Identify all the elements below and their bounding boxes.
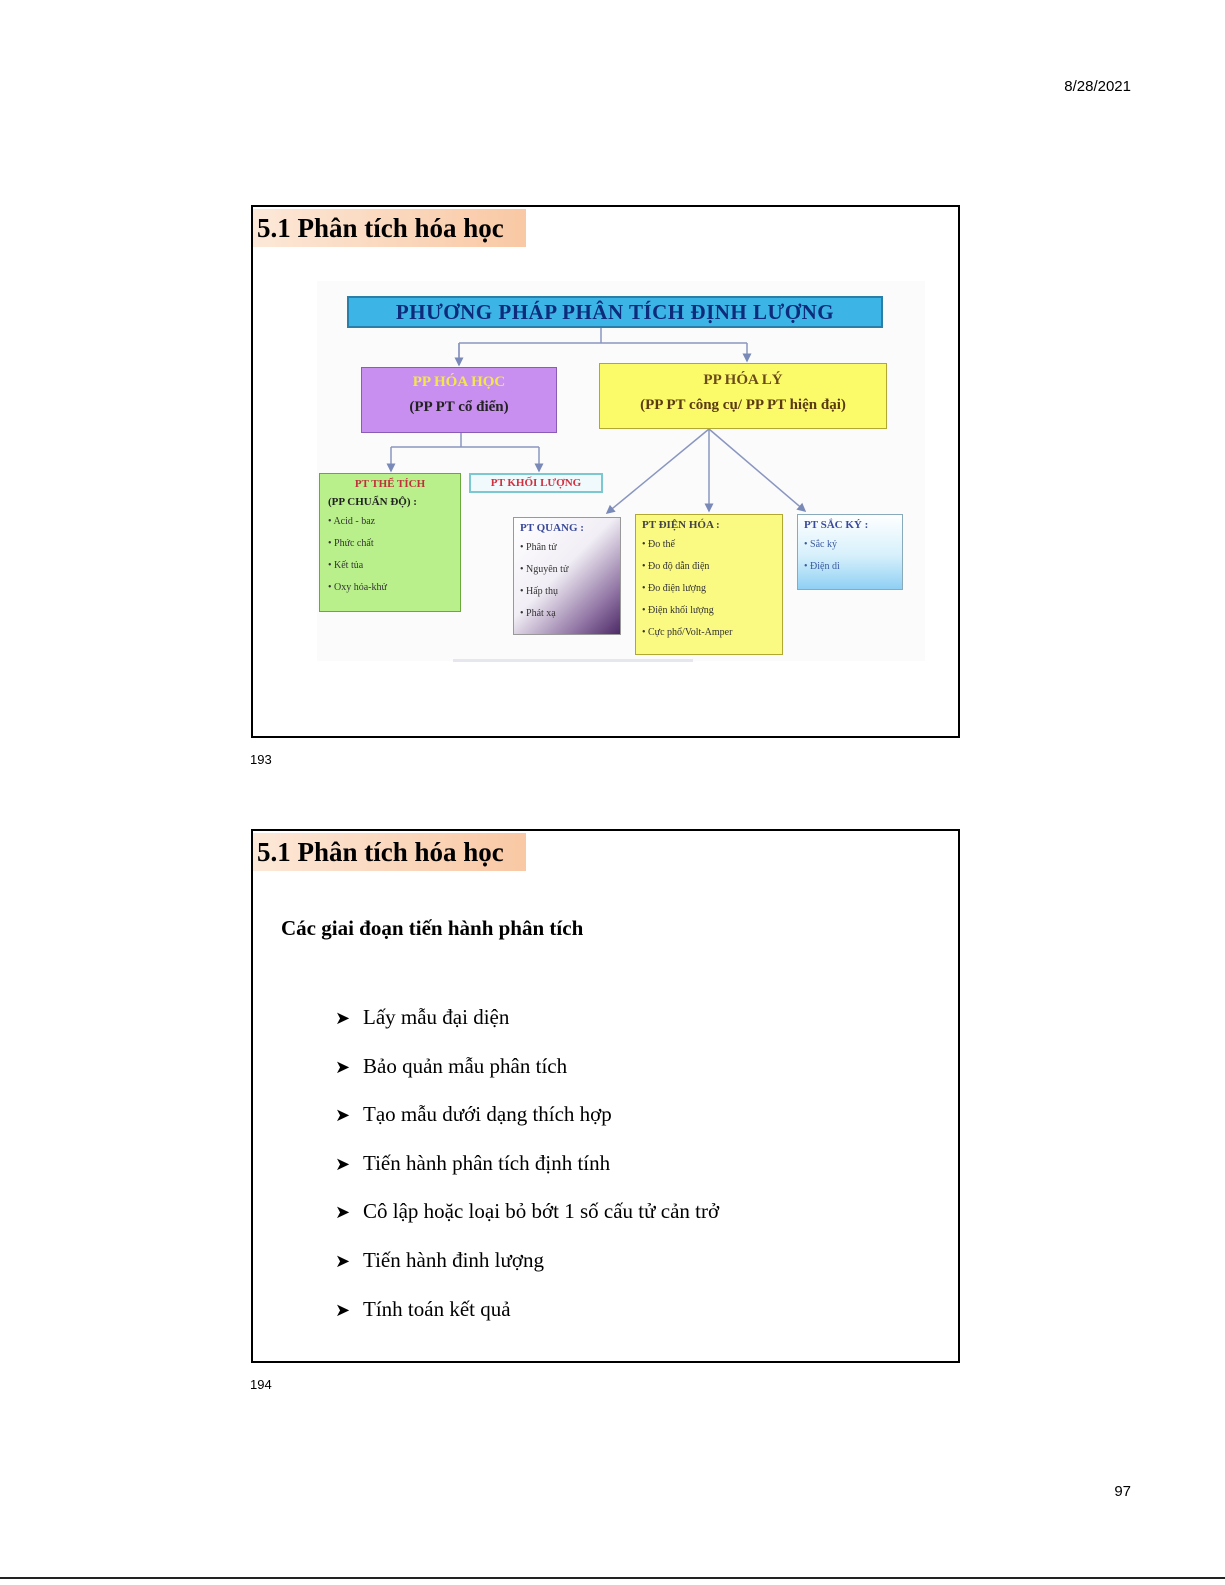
list-item: • Điện khối lượng (642, 603, 782, 625)
step-text: Tạo mẫu dưới dạng thích hợp (363, 1102, 612, 1127)
bottom-rule (0, 1577, 1225, 1579)
optical-title: PT QUANG : (520, 522, 584, 534)
optical-analysis-box (513, 517, 621, 635)
page-number: 97 (1114, 1483, 1131, 1500)
diagram-main-title: PHƯƠNG PHÁP PHÂN TÍCH ĐỊNH LƯỢNG (347, 296, 883, 328)
list-item (335, 1005, 719, 1054)
list-item (335, 1102, 719, 1151)
electrochemical-title: PT ĐIỆN HÓA : (642, 519, 720, 531)
physicochemical-methods-subtitle: (PP PT công cụ/ PP PT hiện đại) (640, 397, 846, 413)
volumetric-list (328, 514, 460, 602)
arrowhead-bullet-icon: ➤ (335, 1105, 351, 1126)
slide-title: 5.1 Phân tích hóa học (253, 833, 526, 871)
slide-193 (251, 205, 960, 738)
list-item: • Đo thế (642, 537, 782, 559)
physicochemical-methods-title: PP HÓA LÝ (703, 372, 783, 388)
list-item: • Phát xạ (520, 606, 620, 628)
step-text: Cô lập hoặc loại bỏ bớt 1 số cấu tử cản trở (363, 1199, 720, 1224)
analysis-steps-list (335, 1005, 719, 1345)
step-text: Lấy mẫu đại diện (363, 1005, 510, 1029)
list-item: • Acid - baz (328, 514, 460, 536)
list-item (335, 1054, 719, 1103)
list-item: • Phức chất (328, 536, 460, 558)
arrowhead-bullet-icon: ➤ (335, 1202, 351, 1223)
list-item: • Kết tủa (328, 558, 460, 580)
chromatography-analysis-box (797, 514, 903, 590)
list-item (335, 1297, 719, 1346)
step-text: Tiến hành đinh lượng (363, 1247, 544, 1272)
slide-title: 5.1 Phân tích hóa học (253, 209, 526, 247)
chromatography-list (804, 537, 902, 581)
list-item: • Hấp thụ (520, 584, 620, 606)
classification-diagram (317, 281, 925, 661)
chromatography-title: PT SẮC KÝ : (804, 519, 869, 531)
list-item: • Oxy hóa-khử (328, 580, 460, 602)
physicochemical-methods-box (599, 363, 887, 429)
slide-number: 193 (250, 752, 272, 767)
diagram-footer-rule (453, 659, 693, 662)
chemical-methods-box (361, 367, 557, 433)
list-item: • Đo điện lượng (642, 581, 782, 603)
slide-number: 194 (250, 1377, 272, 1392)
arrowhead-bullet-icon: ➤ (335, 1153, 351, 1174)
list-item: • Cực phổ/Volt-Amper (642, 625, 782, 647)
step-text: Bảo quản mẫu phân tích (363, 1053, 568, 1078)
optical-list (520, 540, 620, 628)
list-item: • Điện di (804, 559, 902, 581)
volumetric-subtitle: (PP CHUẨN ĐỘ) : (328, 496, 417, 508)
page-date: 8/28/2021 (1064, 78, 1131, 95)
slide-subheading: Các giai đoạn tiến hành phân tích (281, 916, 584, 940)
list-item: • Đo độ dẫn điện (642, 559, 782, 581)
step-text: Tính toán kết quả (363, 1296, 511, 1321)
list-item (335, 1151, 719, 1200)
arrowhead-bullet-icon: ➤ (335, 1008, 351, 1028)
electrochemical-analysis-box (635, 514, 783, 655)
gravimetric-analysis-box: PT KHỐI LƯỢNG (469, 473, 603, 493)
step-text: Tiến hành phân tích định tính (363, 1150, 611, 1175)
list-item: • Nguyên tử (520, 562, 620, 584)
volumetric-title: PT THỂ TÍCH (354, 478, 426, 490)
arrowhead-bullet-icon: ➤ (335, 1250, 351, 1271)
electrochemical-list (642, 537, 782, 647)
list-item (335, 1248, 719, 1297)
arrowhead-bullet-icon: ➤ (335, 1056, 351, 1077)
list-item: • Sắc ký (804, 537, 902, 559)
list-item (335, 1199, 719, 1248)
list-item: • Phân tử (520, 540, 620, 562)
chemical-methods-subtitle: (PP PT cổ điển) (409, 399, 509, 415)
chemical-methods-title: PP HÓA HỌC (412, 374, 506, 390)
slide-194 (251, 829, 960, 1363)
volumetric-analysis-box (319, 473, 461, 612)
arrowhead-bullet-icon: ➤ (335, 1299, 351, 1320)
